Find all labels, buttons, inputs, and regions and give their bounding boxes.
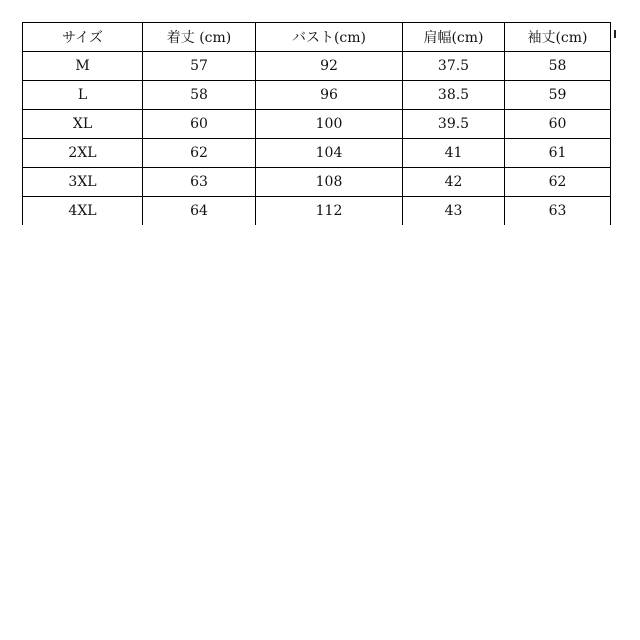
header-bust: バスト(cm) xyxy=(256,23,403,52)
cell-length: 60 xyxy=(143,110,256,139)
cell-shoulder: 43 xyxy=(403,197,505,226)
header-size: サイズ xyxy=(23,23,143,52)
edge-mark xyxy=(614,30,616,38)
header-shoulder: 肩幅(cm) xyxy=(403,23,505,52)
table-row xyxy=(23,81,611,110)
cell-length: 57 xyxy=(143,52,256,81)
cell-sleeve: 58 xyxy=(505,52,611,81)
header-row xyxy=(23,23,611,52)
table-row xyxy=(23,168,611,197)
cell-shoulder: 39.5 xyxy=(403,110,505,139)
cell-size: 2XL xyxy=(23,139,143,168)
cell-bust: 100 xyxy=(256,110,403,139)
size-chart-table xyxy=(22,22,611,225)
cell-length: 58 xyxy=(143,81,256,110)
cell-length: 63 xyxy=(143,168,256,197)
table-row xyxy=(23,139,611,168)
cell-shoulder: 41 xyxy=(403,139,505,168)
cell-length: 64 xyxy=(143,197,256,226)
cell-sleeve: 62 xyxy=(505,168,611,197)
cell-bust: 112 xyxy=(256,197,403,226)
cell-shoulder: 37.5 xyxy=(403,52,505,81)
cell-shoulder: 38.5 xyxy=(403,81,505,110)
cell-sleeve: 59 xyxy=(505,81,611,110)
header-sleeve: 袖丈(cm) xyxy=(505,23,611,52)
cell-bust: 108 xyxy=(256,168,403,197)
cell-bust: 92 xyxy=(256,52,403,81)
cell-sleeve: 63 xyxy=(505,197,611,226)
cell-bust: 104 xyxy=(256,139,403,168)
cell-shoulder: 42 xyxy=(403,168,505,197)
table-row xyxy=(23,197,611,226)
cell-sleeve: 61 xyxy=(505,139,611,168)
cell-size: 4XL xyxy=(23,197,143,226)
table-row xyxy=(23,52,611,81)
cell-sleeve: 60 xyxy=(505,110,611,139)
cell-size: 3XL xyxy=(23,168,143,197)
cell-size: L xyxy=(23,81,143,110)
table-row xyxy=(23,110,611,139)
cell-size: M xyxy=(23,52,143,81)
cell-size: XL xyxy=(23,110,143,139)
cell-bust: 96 xyxy=(256,81,403,110)
header-length: 着丈 (cm) xyxy=(143,23,256,52)
cell-length: 62 xyxy=(143,139,256,168)
